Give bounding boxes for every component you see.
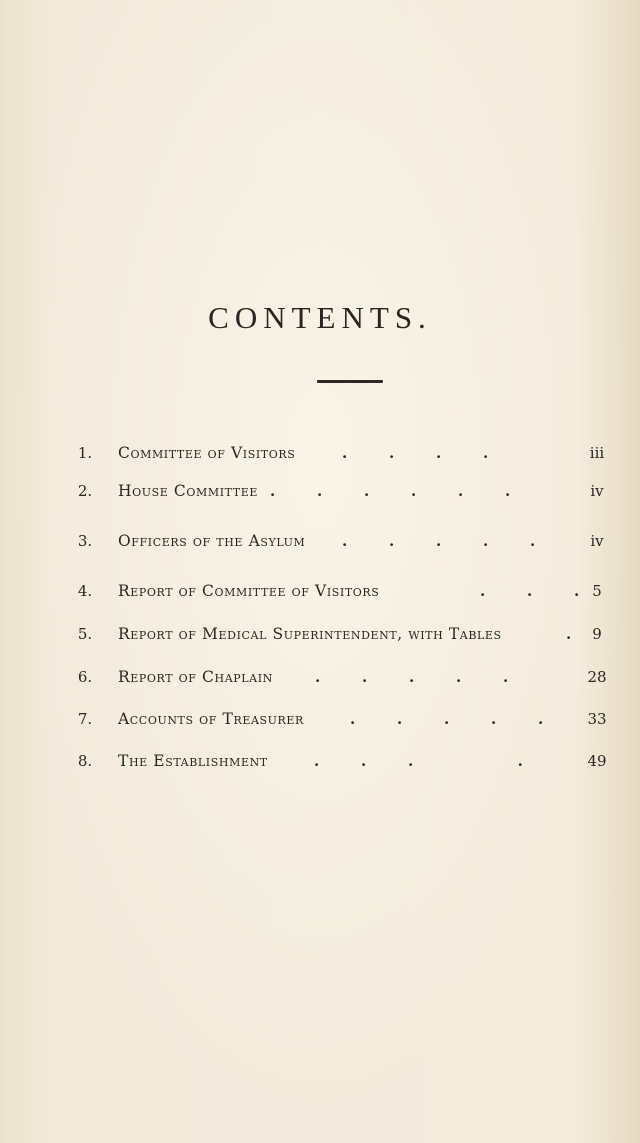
entry-title: Accounts of Treasurer <box>118 710 304 728</box>
entry-page-number: iv <box>590 482 604 500</box>
entry-number: 5. <box>77 625 93 643</box>
dot-leader: . . . <box>480 582 580 600</box>
entry-number: 6. <box>77 668 93 686</box>
entry-title: Report of Medical Superintendent, with Tables <box>118 625 502 643</box>
contents-entry <box>0 440 640 466</box>
heading-rule <box>317 380 383 383</box>
dot-leader: . . . . . <box>342 532 536 550</box>
dot-leader: . . . . <box>342 444 489 462</box>
entry-title: House Committee <box>118 482 258 500</box>
dot-leader: . . . . . <box>315 668 509 686</box>
contents-entry <box>0 578 640 604</box>
entry-page-number: 9 <box>592 625 602 643</box>
entry-number: 4. <box>77 582 93 600</box>
entry-title: Committee of Visitors <box>118 444 296 462</box>
entry-page-number: 33 <box>587 710 607 728</box>
contents-entry <box>0 621 640 647</box>
entry-title: The Establishment <box>118 752 268 770</box>
entry-number: 8. <box>77 752 93 770</box>
entry-page-number: 28 <box>587 668 607 686</box>
contents-entry <box>0 748 640 774</box>
entry-page-number: iii <box>589 444 605 462</box>
dot-leader: . . . . . . <box>270 482 511 500</box>
contents-entry <box>0 664 640 690</box>
dot-leader: . <box>566 625 572 643</box>
contents-entry <box>0 706 640 732</box>
entry-page-number: 5 <box>592 582 602 600</box>
entry-title: Report of Chaplain <box>118 668 273 686</box>
entry-title: Report of Committee of Visitors <box>118 582 380 600</box>
contents-entry <box>0 528 640 554</box>
contents-entry <box>0 478 640 504</box>
dot-leader: . . . . . <box>350 710 544 728</box>
entry-number: 2. <box>77 482 93 500</box>
entry-number: 7. <box>77 710 93 728</box>
entry-number: 3. <box>77 532 93 550</box>
entry-page-number: iv <box>590 532 604 550</box>
entry-number: 1. <box>77 444 93 462</box>
contents-heading: CONTENTS. <box>208 300 432 335</box>
entry-page-number: 49 <box>587 752 607 770</box>
entry-title: Officers of the Asylum <box>118 532 306 550</box>
dot-leader: . . . . <box>314 752 523 770</box>
